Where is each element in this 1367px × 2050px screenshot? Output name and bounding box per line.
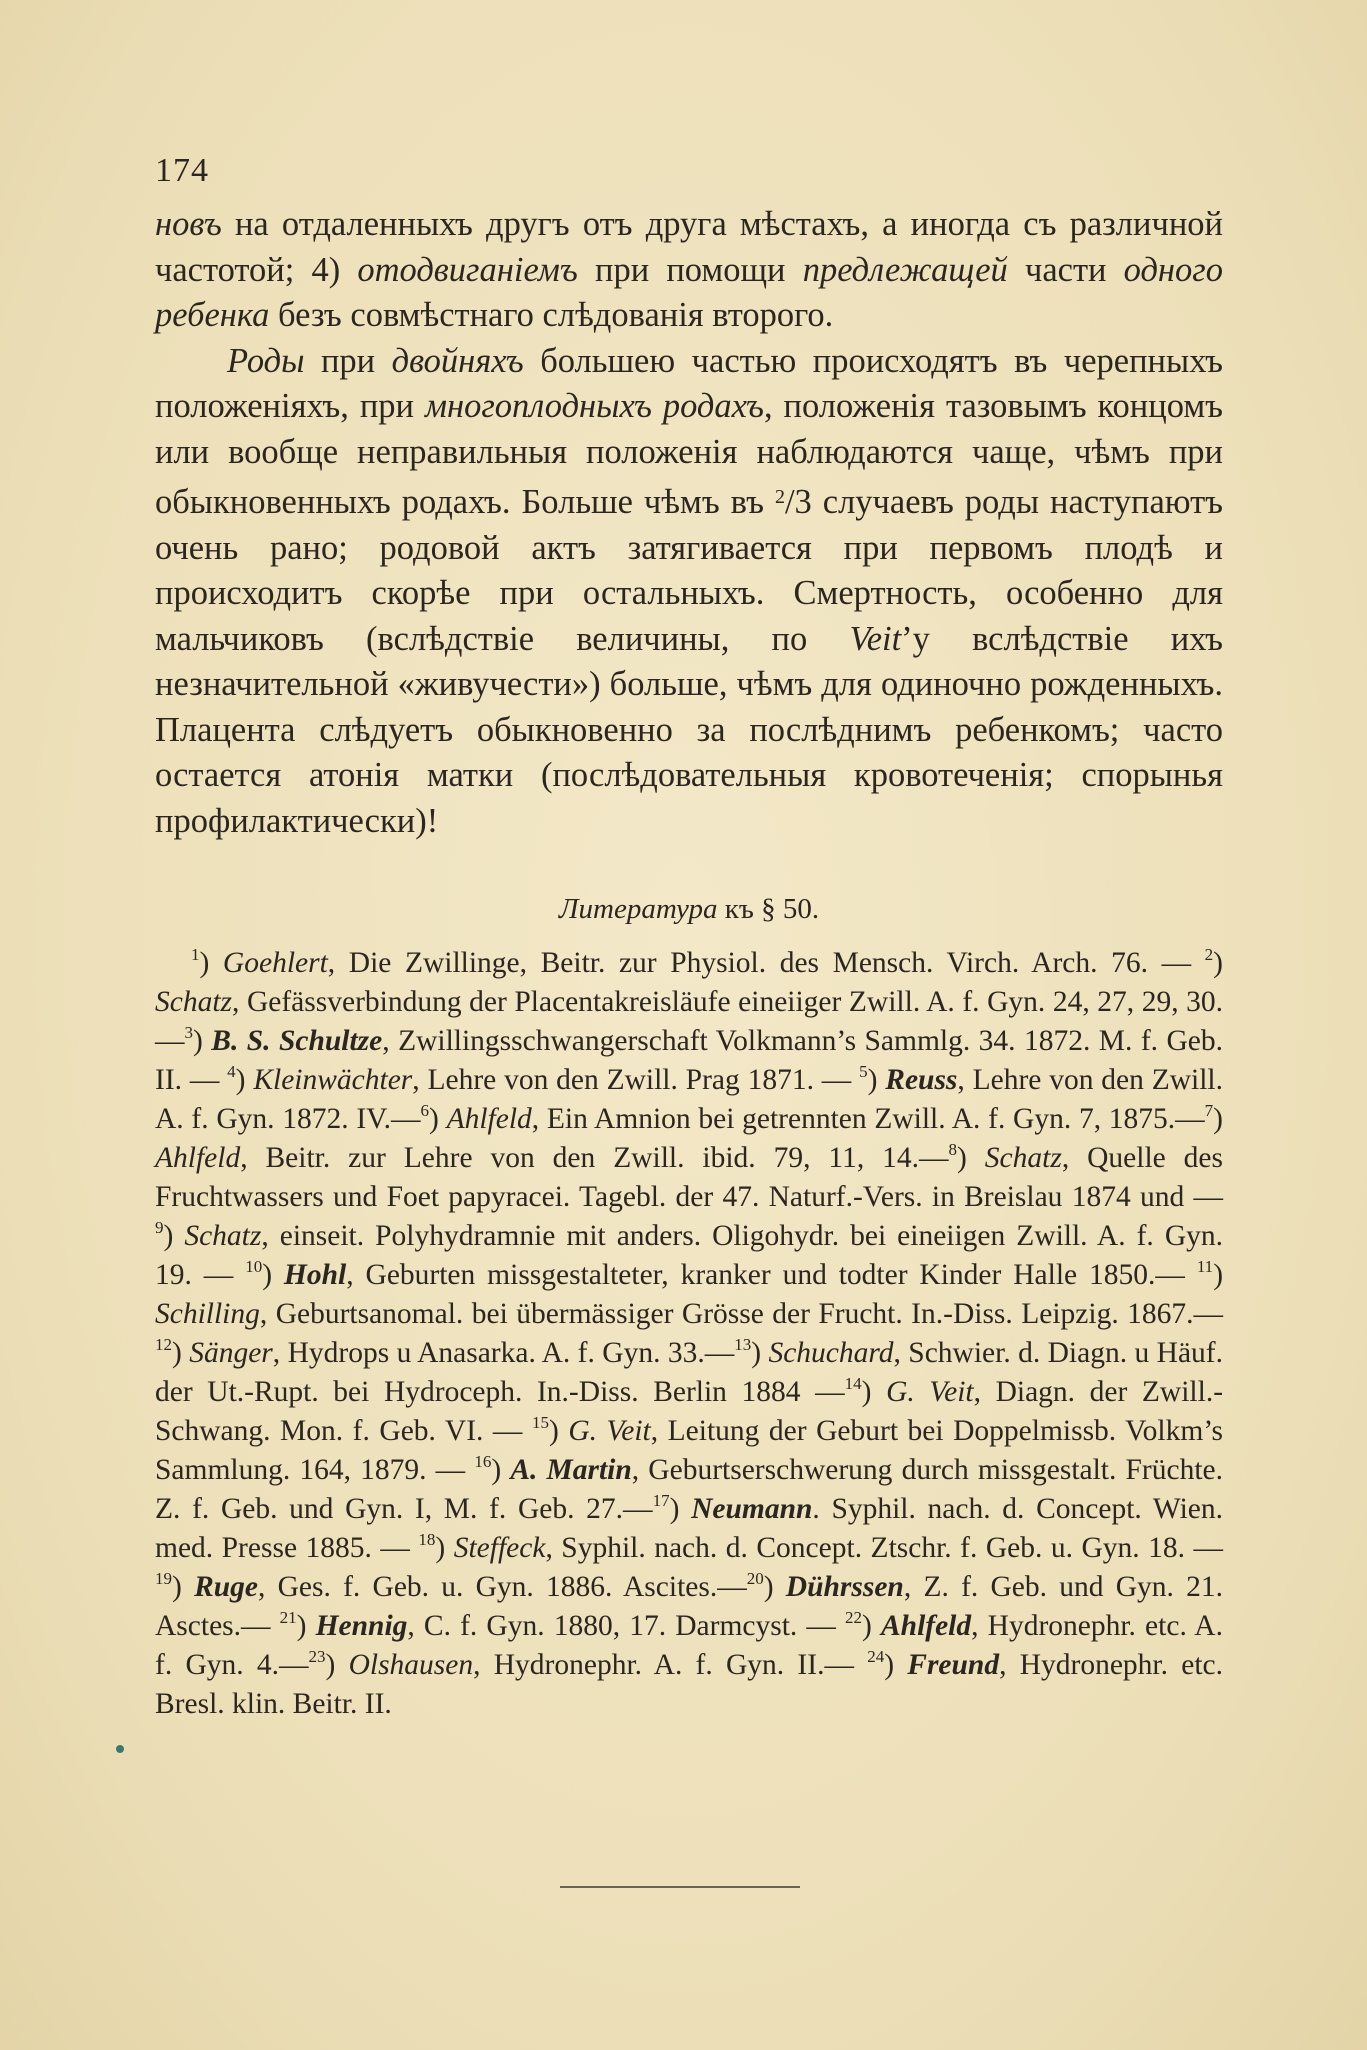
reference-author: Schatz: [984, 1142, 1062, 1174]
reference-author: B. S. Schultze: [211, 1025, 383, 1057]
text-span: на отдаленныхъ другъ отъ друга мѣстахъ, а иногда съ различной частотой; 4): [155, 205, 1223, 289]
footnote-paren: ): [669, 1493, 692, 1525]
reference-text: , Lehre von den Zwill. A. f. Gyn. 1872. IV.—: [155, 1064, 1223, 1135]
italic-word: предлежащей: [802, 250, 1008, 289]
fraction-numerator: 2: [774, 486, 785, 508]
reference-author: Hennig: [315, 1610, 408, 1642]
text-span: безъ совмѣстнаго слѣдованія второго.: [269, 296, 834, 334]
reference-text: . Syphil. nach. d. Concept. Wien. med. Presse 1885. —: [155, 1493, 1224, 1564]
footnote-paren: ): [172, 1571, 195, 1603]
reference-author: Kleinwächter: [253, 1064, 413, 1096]
reference-author: A. Martin: [510, 1454, 632, 1486]
footnote-paren: ): [172, 1337, 190, 1369]
footnote-paren: ): [429, 1103, 447, 1135]
reference-text: , Geburtsanomal. bei übermässiger Grösse der Frucht. In.-Diss. Leipzig. 1867.—: [259, 1298, 1223, 1330]
reference-text: , Zwillingsschwangerschaft Volkmann’s Sammlg. 34. 1872. M. f. Geb. II. —: [155, 1025, 1223, 1096]
footnote-number: 21: [279, 1608, 297, 1627]
reference-author: G. Veit: [568, 1415, 651, 1447]
reference-text: , Gefässverbindung der Placentakreisläufe eineiiger Zwill. A. f. Gyn. 24, 27, 29, 30.—: [155, 986, 1223, 1057]
footnote-number: 10: [245, 1257, 263, 1276]
footnote-number: 23: [308, 1647, 326, 1666]
text-span: при: [304, 341, 392, 380]
reference-author: Neumann: [691, 1493, 813, 1525]
footnote-paren: ): [235, 1064, 254, 1096]
footnote-number: 8: [948, 1140, 958, 1159]
reference-text: , Beitr. zur Lehre von den Zwill. ibid. 79, 11, 14.—: [240, 1142, 949, 1174]
references-block: [155, 944, 1223, 1724]
reference-text: , Lehre von den Zwill. Prag 1871. —: [412, 1064, 860, 1096]
literature-heading: [155, 893, 1223, 926]
italic-word: новъ: [155, 205, 222, 243]
paragraph-2: [155, 339, 1223, 845]
reference-text: , Diagn. der Zwill.-Schwang. Mon. f. Geb. VI. —: [155, 1376, 1224, 1447]
reference-author: G. Veit: [886, 1376, 974, 1408]
italic-word: отодвиганіемъ: [357, 250, 578, 289]
reference-author: Olshausen: [348, 1649, 474, 1681]
footnote-paren: ): [751, 1337, 769, 1369]
footnote-paren: ): [199, 947, 223, 979]
reference-text: , Hydrops u Anasarka. A. f. Gyn. 33.—: [272, 1337, 735, 1369]
footnote-number: 1: [191, 945, 200, 964]
reference-author: Schilling: [155, 1298, 260, 1330]
reference-author: Hohl: [283, 1259, 347, 1291]
footnote-number: 20: [746, 1569, 764, 1588]
italic-word: многоплодныхъ родахъ: [424, 387, 764, 425]
footnote-number: 12: [155, 1335, 172, 1354]
footnote-number: 19: [155, 1569, 172, 1588]
footnote-paren: ): [435, 1532, 454, 1564]
footnote-paren: ): [1213, 1103, 1223, 1135]
reference-author: Schuchard: [768, 1337, 894, 1369]
reference-author: Reuss: [885, 1064, 958, 1096]
reference-text: , Syphil. nach. d. Concept. Ztschr. f. Geb. u. Gyn. 18. —: [545, 1532, 1224, 1564]
footnote-number: 9: [155, 1218, 164, 1237]
footnote-paren: ): [884, 1649, 908, 1681]
footnote-paren: ): [1213, 947, 1223, 979]
reference-text: , Z. f. Geb. und Gyn. 21. Asctes.—: [155, 1571, 1224, 1642]
footnote-number: 13: [734, 1335, 752, 1354]
literature-heading-rest: къ § 50.: [717, 893, 820, 925]
reference-text: , Geburtserschwerung durch missgestalt. Früchte. Z. f. Geb. und Gyn. I, M. f. Geb. 27.—: [155, 1454, 1224, 1525]
footnote-number: 18: [418, 1530, 436, 1549]
paragraph-1: [155, 202, 1223, 339]
footnote-paren: ): [1213, 1259, 1224, 1291]
literature-heading-italic: Литература: [558, 893, 718, 925]
reference-text: , C. f. Gyn. 1880, 17. Darmcyst. —: [407, 1610, 846, 1642]
reference-author: Ruge: [194, 1571, 258, 1603]
footnote-paren: ): [763, 1571, 786, 1603]
footnote-paren: ): [957, 1142, 985, 1174]
reference-author: Freund: [907, 1649, 1000, 1681]
footnote-paren: ): [548, 1415, 569, 1447]
footnote-number: 3: [184, 1023, 193, 1042]
reference-text: , Geburten missgestalteter, kranker und todter Kinder Halle 1850.—: [346, 1259, 1197, 1291]
footnote-paren: ): [262, 1259, 284, 1291]
reference-text: , einseit. Polyhydramnie mit anders. Oligohydr. bei eineiigen Zwill. A. f. Gyn. 19. —: [155, 1220, 1223, 1291]
text-span: при помощи: [577, 250, 803, 289]
text-span: ’у вслѣдствіе ихъ незначительной «живучести») больше, чѣмъ для одиночно рожденныхъ. Плацента слѣдуетъ обыкновенно за послѣднимъ ребенкомъ; часто остается атонія матки (послѣдовательныя кровотеченія; спорынья профилактически)!: [155, 619, 1223, 840]
footnote-paren: ): [862, 1610, 881, 1642]
footnote-number: 5: [859, 1062, 868, 1081]
footnote-number: 14: [844, 1374, 862, 1393]
footnote-number: 15: [531, 1413, 549, 1432]
reference-author: Schatz: [184, 1220, 262, 1252]
margin-mark: [116, 1745, 124, 1753]
footnote-number: 22: [845, 1608, 863, 1627]
italic-word: Veit: [849, 619, 902, 658]
text-span: части: [1007, 250, 1124, 289]
reference-author: Schatz: [155, 986, 233, 1018]
reference-text: , Ein Amnion bei getrennten Zwill. A. f. Gyn. 7, 1875.—: [531, 1103, 1205, 1135]
footnote-paren: ): [296, 1610, 316, 1642]
reference-text: , Leitung der Geburt bei Doppelmissb. Volkm’s Sammlung. 164, 1879. —: [155, 1415, 1223, 1486]
text-span: большею частью происходятъ въ черепныхъ положеніяхъ, при: [155, 341, 1223, 425]
reference-text: , Hydronephr. etc. A. f. Gyn. 4.—: [155, 1610, 1223, 1681]
italic-word: Роды: [227, 341, 305, 380]
footnote-number: 16: [474, 1452, 492, 1471]
footnote-number: 4: [227, 1062, 236, 1081]
horizontal-rule: [560, 1886, 800, 1888]
reference-text: , Hydronephr. etc. Bresl. klin. Beitr. II.: [155, 1649, 1223, 1720]
reference-text: , Die Zwillinge, Beitr. zur Physiol. des Mensch. Virch. Arch. 76. —: [327, 947, 1205, 979]
footnote-number: 7: [1204, 1101, 1214, 1120]
reference-author: Steffeck: [453, 1532, 546, 1564]
main-text: [155, 202, 1223, 844]
footnote-number: 24: [867, 1647, 885, 1666]
footnote-number: 17: [652, 1491, 670, 1510]
footnote-number: 11: [1196, 1257, 1214, 1276]
reference-author: Ahlfeld: [446, 1103, 532, 1135]
page-number: 174: [155, 152, 209, 189]
footnote-paren: ): [163, 1220, 185, 1252]
footnote-number: 6: [420, 1101, 430, 1120]
footnote-paren: ): [861, 1376, 887, 1408]
italic-word: двойняхъ: [391, 341, 524, 380]
footnote-paren: ): [193, 1025, 212, 1057]
text-span: , положенія тазовымъ концомъ или вообще неправильныя положенія наблюдаются чаще, чѣмъ при обыкновенныхъ родахъ. Больше чѣмъ въ: [155, 387, 1223, 521]
footnote-paren: ): [491, 1454, 511, 1486]
reference-text: , Hydronephr. A. f. Gyn. II.—: [473, 1649, 868, 1681]
reference-author: Ahlfeld: [880, 1610, 972, 1642]
reference-text: , Quelle des Fruchtwassers und Foet papyracei. Tagebl. der 47. Naturf.-Vers. in Breislau 1874 und —: [155, 1142, 1224, 1213]
italic-word: одного ребенка: [155, 250, 1223, 334]
references-paragraph: [155, 944, 1223, 1724]
reference-text: , Ges. f. Geb. u. Gyn. 1886. Ascites.—: [258, 1571, 747, 1603]
reference-text: , Schwier. d. Diagn. u Häuf. der Ut.-Rupt. bei Hydroceph. In.-Diss. Berlin 1884 —: [155, 1337, 1223, 1408]
reference-author: Goehlert: [222, 947, 328, 979]
footnote-paren: ): [325, 1649, 349, 1681]
footnote-number: 2: [1204, 945, 1214, 964]
text-span: /3 случаевъ роды наступаютъ очень рано; родовой актъ затягивается при первомъ плодѣ и происходитъ скорѣе при остальныхъ. Смертность, особенно для мальчиковъ (вслѣдствіе величины, по: [155, 483, 1223, 658]
reference-author: Sänger: [189, 1337, 273, 1369]
footnote-paren: ): [867, 1064, 886, 1096]
reference-author: Dührssen: [785, 1571, 904, 1603]
reference-author: Ahlfeld: [155, 1142, 241, 1174]
